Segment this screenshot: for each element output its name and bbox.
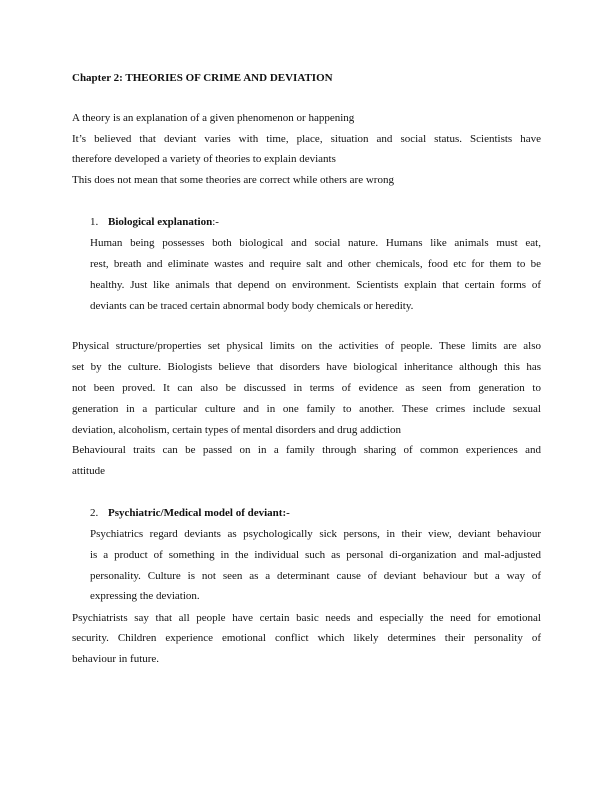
section-body-line: rest, breath and eliminate wastes and require salt and other chemicals, food etc for them to be	[90, 258, 541, 270]
section-number: 1.	[90, 216, 99, 228]
paragraph-line: security. Children experience emotional conflict which likely determines their personality of	[72, 632, 541, 644]
paragraph-line: set by the culture. Biologists believe that disorders have biological inheritance although this has	[72, 361, 541, 373]
chapter-title: Chapter 2: THEORIES OF CRIME AND DEVIATION	[72, 72, 333, 84]
paragraph-line: Behavioural traits can be passed on in a family through sharing of common experiences and	[72, 444, 541, 456]
intro-line: It’s believed that deviant varies with time, place, situation and social status. Scientists have	[72, 133, 541, 145]
paragraph-line: behaviour in future.	[72, 653, 160, 665]
section-body-line: expressing the deviation.	[90, 590, 200, 602]
paragraph-line: not been proved. It can also be discussed in terms of evidence as seen from generation to	[72, 382, 541, 394]
paragraph-line: Physical structure/properties set physical limits on the activities of people. These limits are also	[72, 340, 541, 352]
paragraph-line: Psychiatrists say that all people have certain basic needs and especially the need for emotional	[72, 612, 541, 624]
intro-line: therefore developed a variety of theories to explain deviants	[72, 153, 336, 165]
intro-line: A theory is an explanation of a given phenomenon or happening	[72, 112, 355, 124]
paragraph-line: generation in a particular culture and in one family to another. These crimes include sexual	[72, 403, 541, 415]
section-heading-biological	[90, 215, 541, 229]
section-body-line: Human being possesses both biological and social nature. Humans like animals must eat,	[90, 237, 541, 249]
intro-line: This does not mean that some theories are correct while others are wrong	[72, 174, 394, 186]
section-title: Biological explanation	[108, 216, 213, 228]
section-body-line: is a product of something in the individual such as personal di-organization and mal-adjusted	[90, 549, 541, 561]
section-heading-psychiatric	[90, 506, 541, 520]
section-body-line: healthy. Just like animals that depend on environment. Scientists explain that certain forms of	[90, 279, 541, 291]
section-body-line: deviants can be traced certain abnormal body body chemicals or heredity.	[90, 300, 414, 312]
section-title: Psychiatric/Medical model of deviant:-	[108, 507, 290, 519]
section-body-line: Psychiatrics regard deviants as psychologically sick persons, in their view, deviant behaviour	[90, 528, 541, 540]
section-body-line: personality. Culture is not seen as a determinant cause of deviant behaviour but a way of	[90, 570, 541, 582]
section-title-suffix: :-	[212, 216, 219, 228]
paragraph-line: deviation, alcoholism, certain types of mental disorders and drug addiction	[72, 424, 401, 436]
paragraph-line: attitude	[72, 465, 105, 477]
section-number: 2.	[90, 507, 99, 519]
